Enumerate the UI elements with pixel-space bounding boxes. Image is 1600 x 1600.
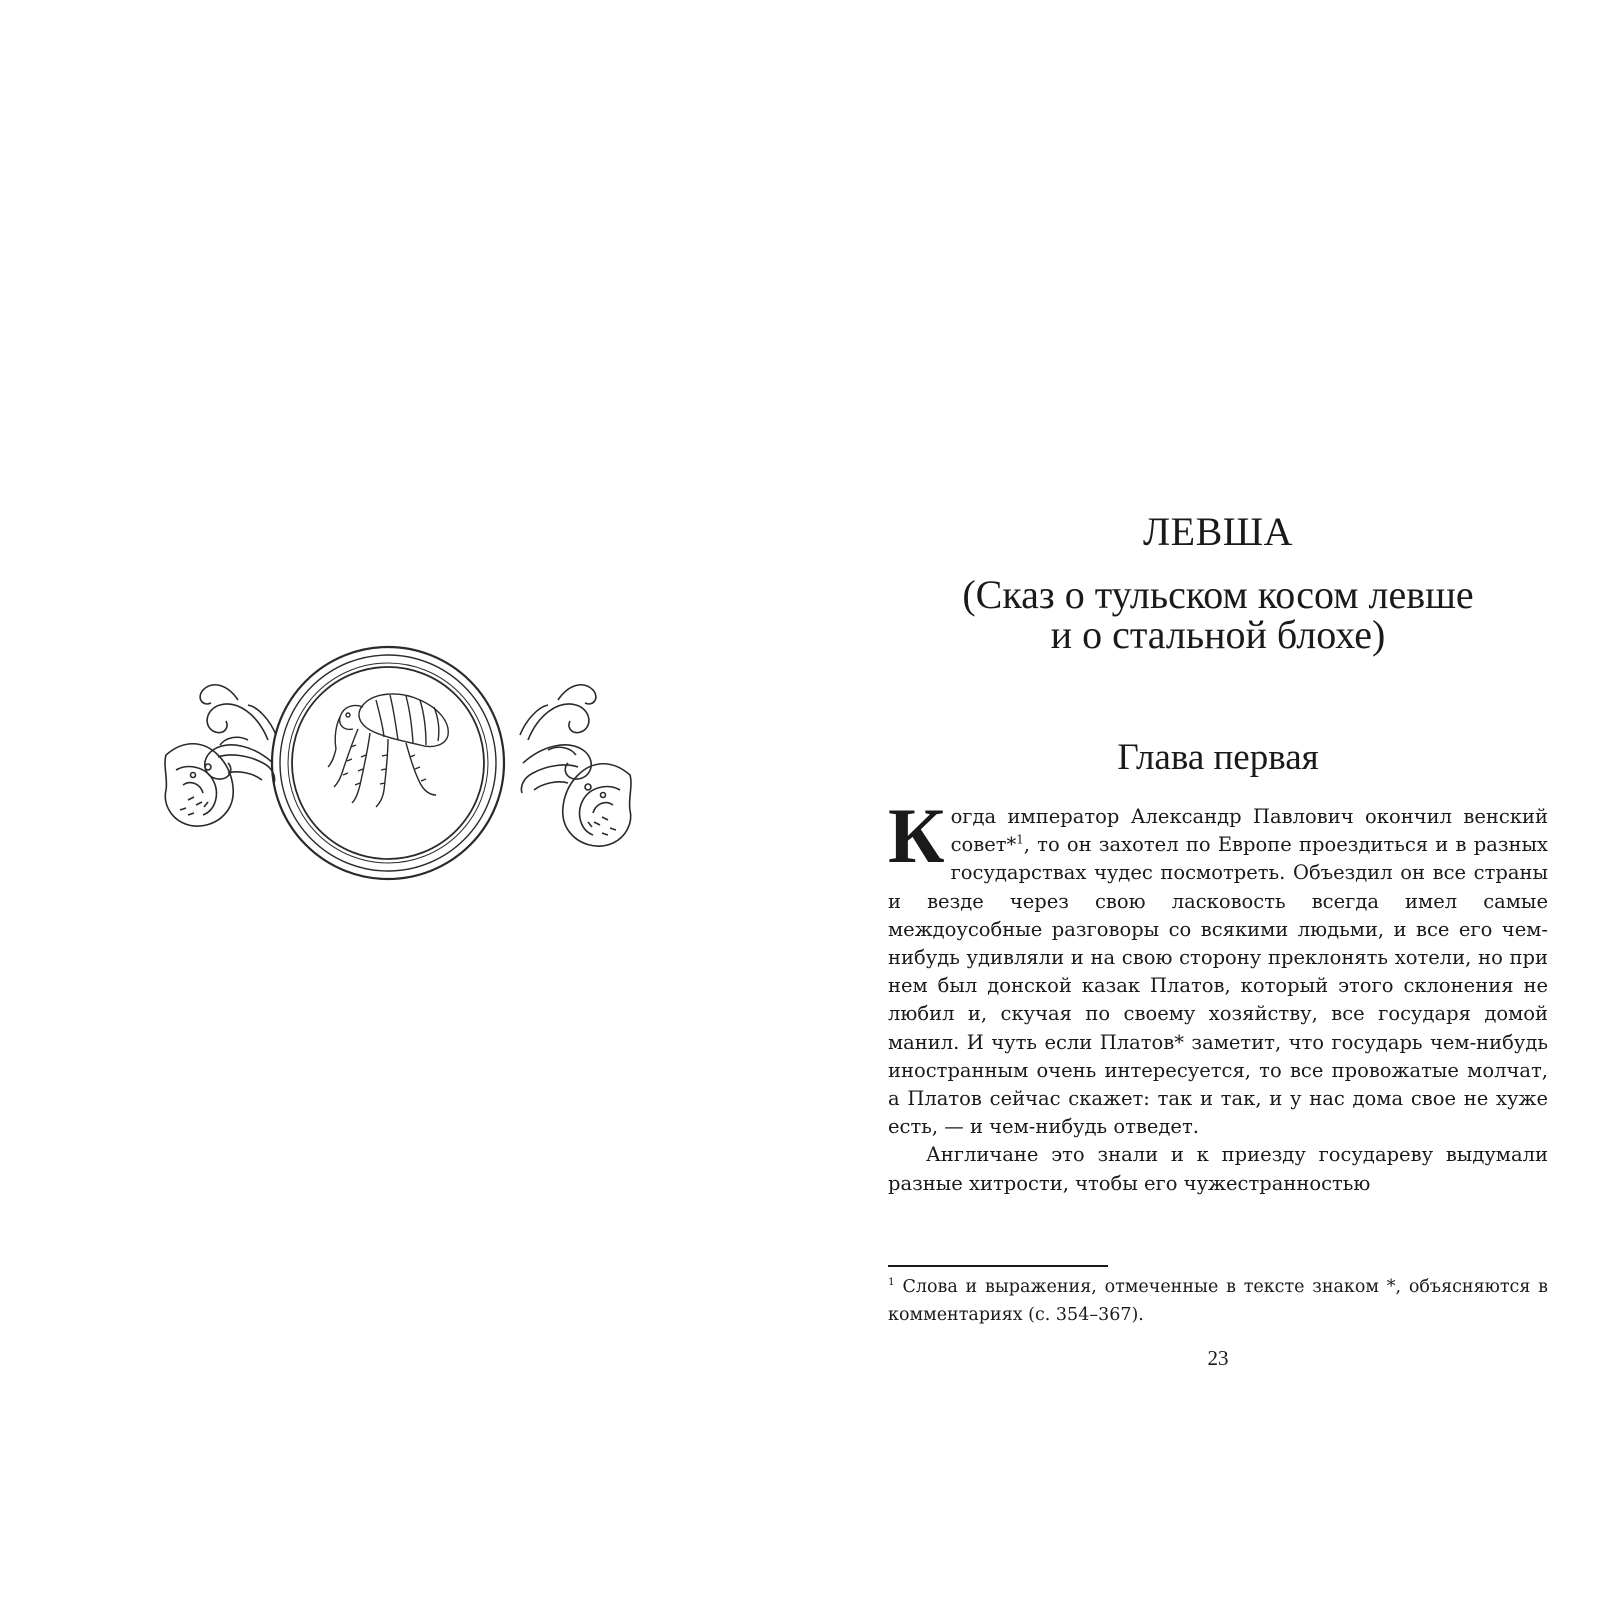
paragraph-1-tail: , то он захотел по Европе проездиться и в разных государствах чудес посмотреть. Объездил он все страны и везде через свою ласковость всегда имел самые междоусобные разговоры со всякими людьми, и все его чем-нибудь удивляли и на свою сторону преклонять хотели, но при нем был донской казак Платов, который этого склонения не любил и, скучая по своему хозяйству, все государя домой манил. И чуть если Платов* заметит, что государь чем-нибудь иностранным очень интересуется, то все провожатые молчат, а Платов сейчас скажет: так и так, и у нас дома свое не хуже есть, — и чем-нибудь отведет. — [888, 833, 1548, 1139]
footnote-reference[interactable]: 1 — [1016, 832, 1024, 847]
footnote — [888, 1273, 1548, 1329]
subtitle-line-2: и о стальной блохе) — [1050, 612, 1386, 657]
footnote-text: Слова и выражения, отмеченные в тексте знаком *, объясняются в комментариях (с. 354–367). — [888, 1277, 1548, 1325]
paragraph-1 — [888, 792, 1548, 1141]
book-subtitle — [888, 572, 1548, 657]
right-flourish-icon — [520, 685, 631, 846]
drop-cap: К — [888, 792, 945, 879]
subtitle-line-1: (Сказ о тульском косом левше — [962, 572, 1474, 617]
paragraph-2: Англичане это знали и к приезду государеву выдумали разные хитрости, чтобы его чужестранностью — [888, 1143, 1548, 1195]
body-text — [888, 792, 1548, 1198]
page-number: 23 — [1207, 1346, 1229, 1370]
footnote-mark: 1 — [888, 1276, 895, 1289]
flea-medallion-ornament-icon — [158, 645, 638, 885]
flea-icon — [328, 694, 448, 807]
paragraph-1-start: огда император Александр Павлович окончил венский совет* — [950, 805, 1548, 857]
footnote-divider — [888, 1265, 1108, 1267]
chapter-title: Глава первая — [1117, 737, 1319, 778]
book-title: ЛЕВША — [1143, 509, 1293, 554]
left-flourish-icon — [165, 685, 276, 826]
